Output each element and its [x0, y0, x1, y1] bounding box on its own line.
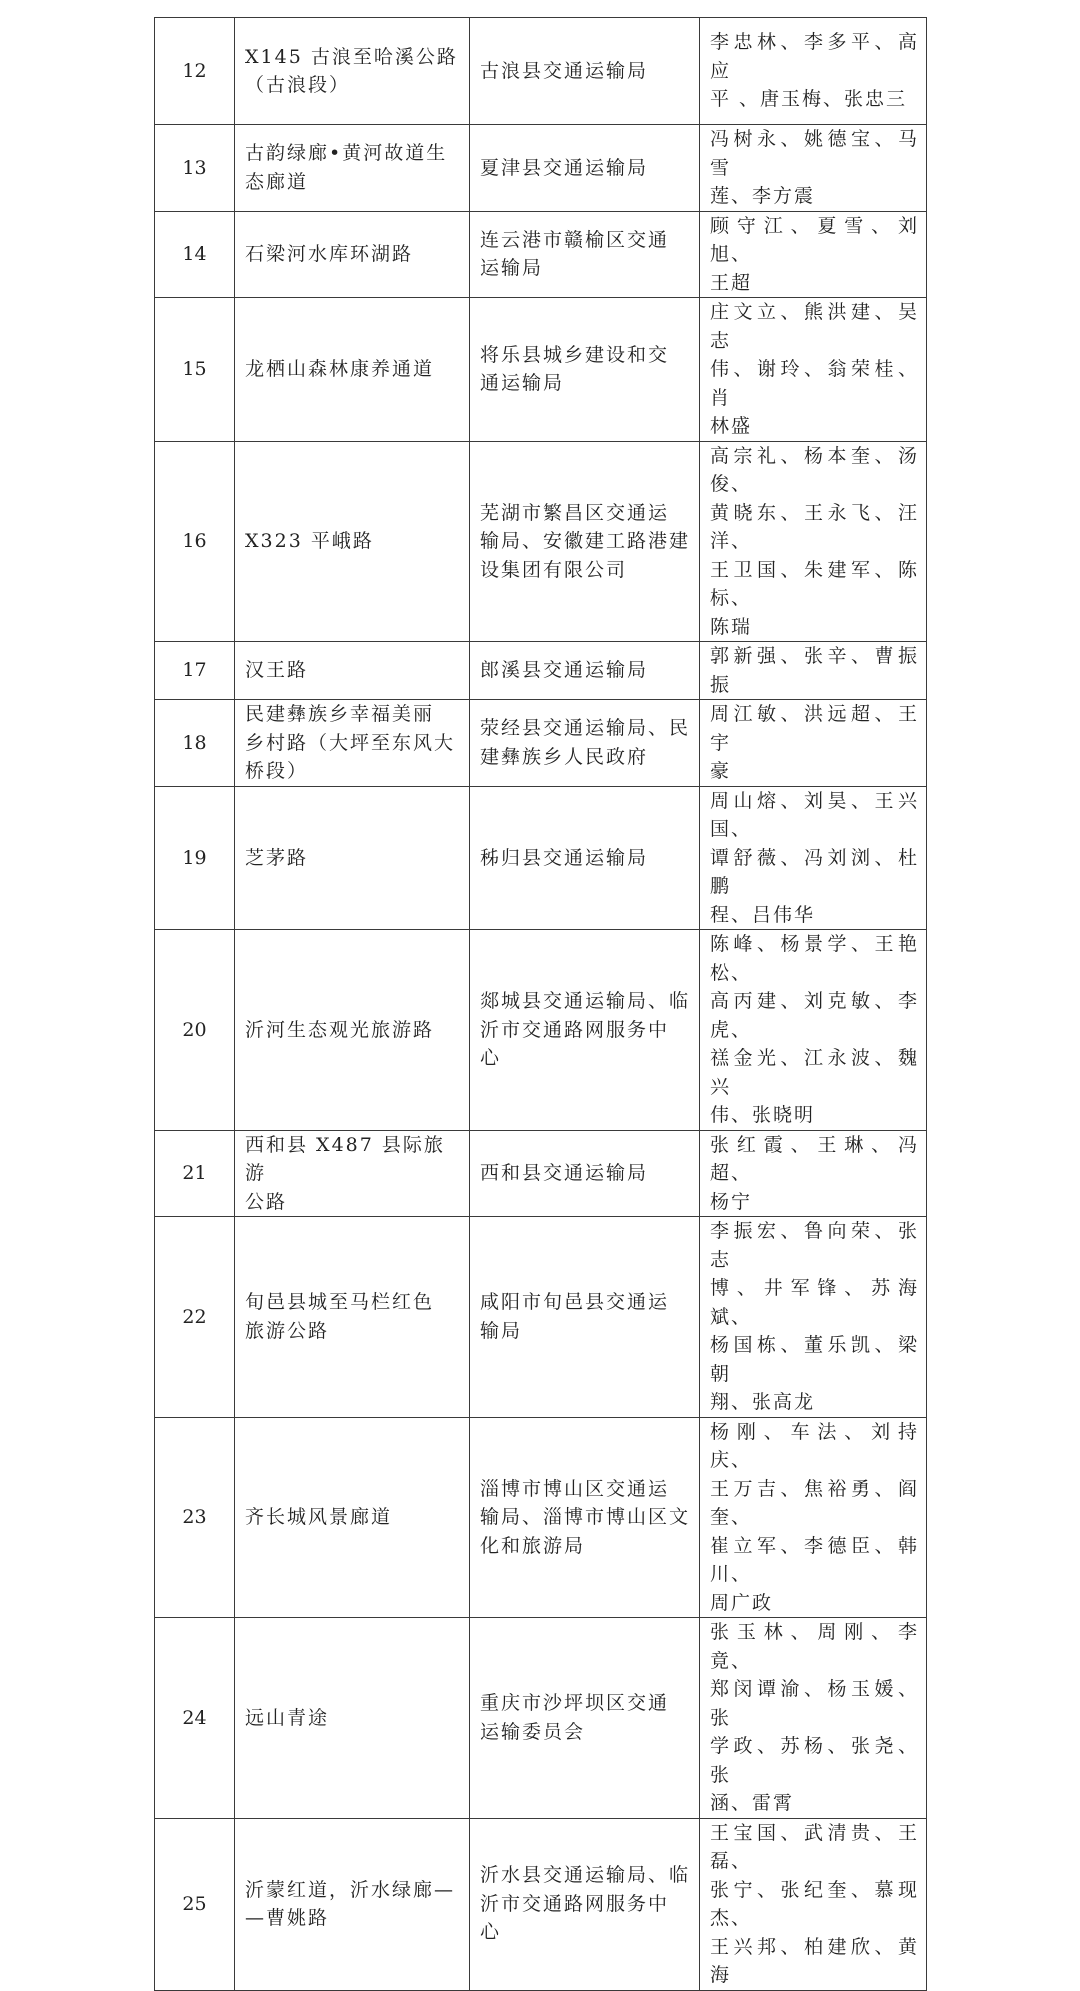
- unit-name: 芜湖市繁昌区交通运 输局、安徽建工路港建 设集团有限公司: [470, 441, 700, 642]
- road-name: 石梁河水库环湖路: [235, 211, 470, 298]
- table-row: [155, 125, 927, 212]
- road-name: X145 古浪至哈溪公路 （古浪段）: [235, 18, 470, 125]
- row-number: 21: [155, 1130, 235, 1217]
- road-name: 西和县 X487 县际旅游 公路: [235, 1130, 470, 1217]
- people-names: 庄文立、熊洪建、吴志 伟、谢玲、翁荣桂、肖 林盛: [700, 298, 927, 442]
- table-row: [155, 930, 927, 1131]
- table-row: [155, 1217, 927, 1418]
- row-number: 17: [155, 642, 235, 700]
- people-names: 陈峰、杨景学、王艳松、 高丙建、刘克敏、李虎、 禚金光、江永波、魏兴 伟、张晓明: [700, 930, 927, 1131]
- people-names: 冯树永、姚德宝、马雪 莲、李方震: [700, 125, 927, 212]
- row-number: 16: [155, 441, 235, 642]
- award-list-table: [154, 17, 927, 1991]
- table-row: [155, 700, 927, 787]
- road-name: X323 平峨路: [235, 441, 470, 642]
- row-number: 12: [155, 18, 235, 125]
- table-row: [155, 1818, 927, 1990]
- table-row: [155, 1130, 927, 1217]
- table-row: [155, 1618, 927, 1819]
- people-names: 高宗礼、杨本奎、汤俊、 黄晓东、王永飞、汪洋、 王卫国、朱建军、陈标、 陈瑞: [700, 441, 927, 642]
- road-name: 汉王路: [235, 642, 470, 700]
- road-name: 龙栖山森林康养通道: [235, 298, 470, 442]
- people-names: 李振宏、鲁向荣、张志 博、井军锋、苏海斌、 杨国栋、董乐凯、梁朝 翔、张高龙: [700, 1217, 927, 1418]
- people-names: 李忠林、李多平、高应 平 、唐玉梅、张忠三: [700, 18, 927, 125]
- people-names: 周江敏、洪远超、王宇 豪: [700, 700, 927, 787]
- unit-name: 淄博市博山区交通运 输局、淄博市博山区文 化和旅游局: [470, 1417, 700, 1618]
- row-number: 18: [155, 700, 235, 787]
- row-number: 22: [155, 1217, 235, 1418]
- unit-name: 夏津县交通运输局: [470, 125, 700, 212]
- people-names: 张玉林、周刚、李竟、 郑闵谭渝、杨玉媛、张 学政、苏杨、张尧、张 涵、雷霄: [700, 1618, 927, 1819]
- road-name: 古韵绿廊•黄河故道生 态廊道: [235, 125, 470, 212]
- unit-name: 郯城县交通运输局、临 沂市交通路网服务中 心: [470, 930, 700, 1131]
- row-number: 15: [155, 298, 235, 442]
- unit-name: 重庆市沙坪坝区交通 运输委员会: [470, 1618, 700, 1819]
- unit-name: 古浪县交通运输局: [470, 18, 700, 125]
- table-row: [155, 786, 927, 930]
- people-names: 张红霞、王琳、冯超、 杨宁: [700, 1130, 927, 1217]
- unit-name: 咸阳市旬邑县交通运 输局: [470, 1217, 700, 1418]
- table-row: [155, 211, 927, 298]
- row-number: 13: [155, 125, 235, 212]
- unit-name: 将乐县城乡建设和交 通运输局: [470, 298, 700, 442]
- unit-name: 郎溪县交通运输局: [470, 642, 700, 700]
- row-number: 24: [155, 1618, 235, 1819]
- road-name: 民建彝族乡幸福美丽 乡村路（大坪至东风大 桥段）: [235, 700, 470, 787]
- road-name: 旬邑县城至马栏红色 旅游公路: [235, 1217, 470, 1418]
- road-name: 远山青途: [235, 1618, 470, 1819]
- table-row: [155, 642, 927, 700]
- row-number: 19: [155, 786, 235, 930]
- people-names: 王宝国、武清贵、王磊、 张宁、张纪奎、慕现杰、 王兴邦、柏建欣、黄海: [700, 1818, 927, 1990]
- table-row: [155, 1417, 927, 1618]
- people-names: 杨刚、车法、刘持庆、 王万吉、焦裕勇、阎奎、 崔立军、李德臣、韩川、 周广政: [700, 1417, 927, 1618]
- table-row: [155, 298, 927, 442]
- row-number: 25: [155, 1818, 235, 1990]
- row-number: 23: [155, 1417, 235, 1618]
- row-number: 14: [155, 211, 235, 298]
- people-names: 周山熔、刘昊、王兴国、 谭舒薇、冯刘浏、杜鹏 程、吕伟华: [700, 786, 927, 930]
- row-number: 20: [155, 930, 235, 1131]
- unit-name: 连云港市赣榆区交通 运输局: [470, 211, 700, 298]
- table-row: [155, 18, 927, 125]
- unit-name: 荥经县交通运输局、民 建彝族乡人民政府: [470, 700, 700, 787]
- people-names: 顾守江、夏雪、刘旭、 王超: [700, 211, 927, 298]
- road-name: 芝茅路: [235, 786, 470, 930]
- unit-name: 沂水县交通运输局、临 沂市交通路网服务中 心: [470, 1818, 700, 1990]
- people-names: 郭新强、张辛、曹振振: [700, 642, 927, 700]
- unit-name: 秭归县交通运输局: [470, 786, 700, 930]
- road-name: 沂河生态观光旅游路: [235, 930, 470, 1131]
- unit-name: 西和县交通运输局: [470, 1130, 700, 1217]
- road-name: 齐长城风景廊道: [235, 1417, 470, 1618]
- table-row: [155, 441, 927, 642]
- road-name: 沂蒙红道，沂水绿廊— —曹姚路: [235, 1818, 470, 1990]
